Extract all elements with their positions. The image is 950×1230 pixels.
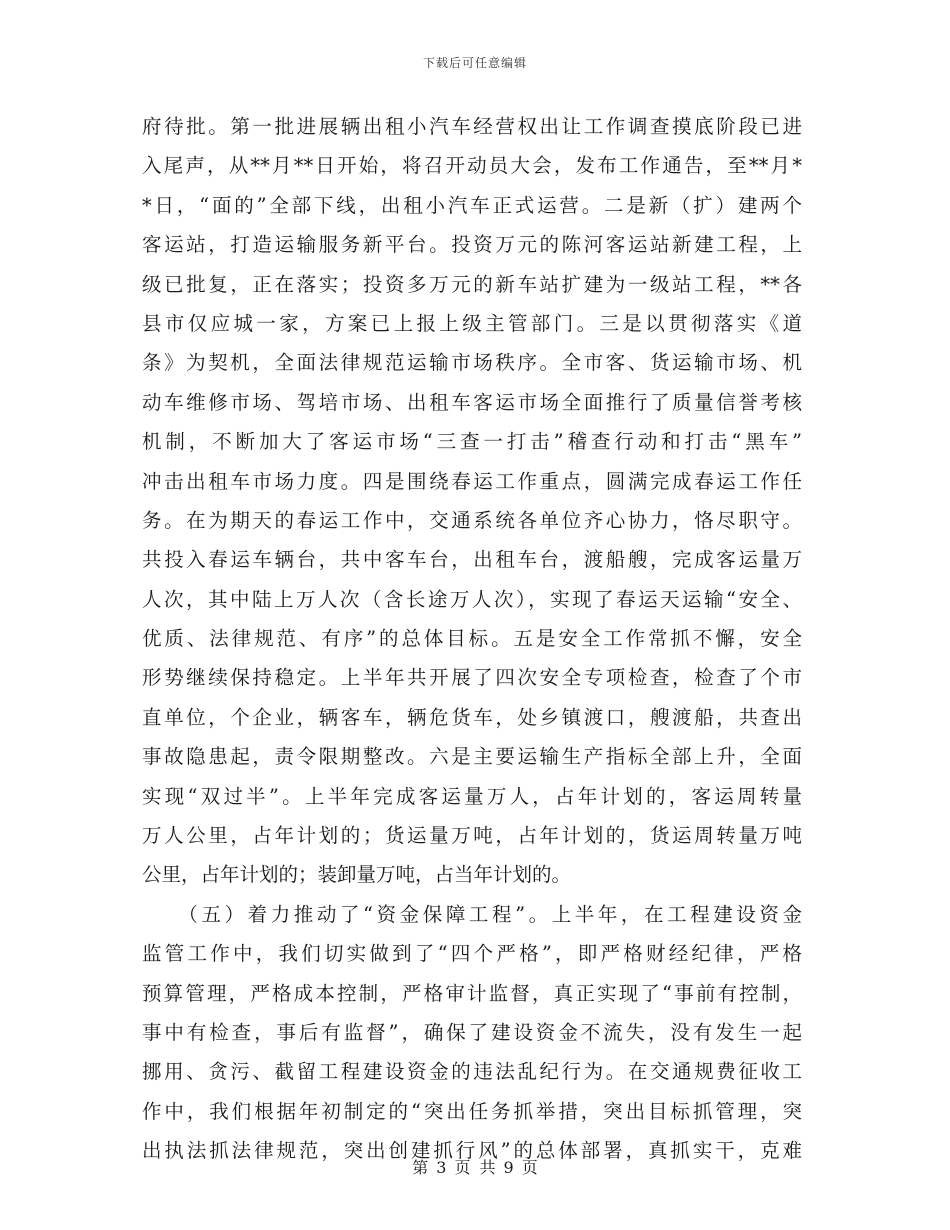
text-line: 机制，不断加大了客运市场“三查一打击”稽查行动和打击“黑车”	[142, 430, 802, 454]
total-pages: 9	[503, 1158, 514, 1177]
text-line: 县市仅应城一家，方案已上报上级主管部门。三是以贯彻落实《道	[142, 311, 802, 335]
text-line: 监管工作中，我们切实做到了“四个严格”，即严格财经纪律，严格	[142, 942, 802, 966]
text-line: 入尾声，从**月**日开始，将召开动员大会，发布工作通告，至**月*	[142, 154, 802, 178]
text-line: 优质、法律规范、有序”的总体目标。五是安全工作常抓不懈，安全	[142, 627, 802, 651]
text-line: 客运站，打造运输服务新平台。投资万元的陈河客运站新建工程，上	[142, 233, 802, 257]
page-label-suffix: 页	[521, 1158, 538, 1177]
page-header: 下载后可任意编辑	[422, 56, 527, 70]
text-line: 条》为契机，全面法律规范运输市场秩序。全市客、货运输市场、机	[142, 351, 802, 375]
text-line: 级已批复，正在落实；投资多万元的新车站扩建为一级站工程，**各	[142, 272, 802, 296]
text-line: 形势继续保持稳定。上半年共开展了四次安全专项检查，检查了个市	[142, 666, 802, 690]
page-footer	[0, 1155, 950, 1178]
text-line: 事故隐患起，责令限期整改。六是主要运输生产指标全部上升，全面	[142, 745, 802, 769]
text-line: 公里，占年计划的；装卸量万吨，占当年计划的。	[142, 863, 572, 887]
text-line: 出执法抓法律规范，突出创建抓行风”的总体部署，真抓实干，克难	[142, 1139, 802, 1163]
text-line: 人次，其中陆上万人次（含长途万人次），实现了春运天运输“安全、	[142, 587, 802, 611]
text-line: 冲击出租车市场力度。四是围绕春运工作重点，圆满完成春运工作任	[142, 469, 802, 493]
text-line: 动车维修市场、驾培市场、出租车客运市场全面推行了质量信誉考核	[142, 390, 802, 414]
text-line: 务。在为期天的春运工作中，交通系统各单位齐心协力，恪尽职守。	[142, 508, 802, 532]
text-line: （五）着力推动了“资金保障工程”。上半年，在工程建设资金	[142, 902, 802, 926]
text-line: 事中有检查，事后有监督”，确保了建设资金不流失，没有发生一起	[142, 1020, 802, 1044]
text-line: 直单位，个企业，辆客车，辆危货车，处乡镇渡口，艘渡船，共查出	[142, 705, 802, 729]
page-label-prefix: 第	[412, 1158, 429, 1177]
text-line: 共投入春运车辆台，共中客车台，出租车台，渡船艘，完成客运量万	[142, 548, 802, 572]
text-line: 实现“双过半”。上半年完成客运量万人，占年计划的，客运周转量	[142, 784, 802, 808]
text-line: *日，“面的”全部下线，出租小汽车正式运营。二是新（扩）建两个	[142, 193, 802, 217]
document-body	[142, 107, 802, 1171]
text-line: 府待批。第一批进展辆出租小汽车经营权出让工作调查摸底阶段已进	[142, 115, 802, 138]
page-label-mid: 页 共	[454, 1158, 496, 1177]
page-number: 3	[436, 1158, 447, 1177]
text-line: 挪用、贪污、截留工程建设资金的违法乱纪行为。在交通规费征收工	[142, 1060, 802, 1084]
text-line: 作中，我们根据年初制定的“突出任务抓举措，突出目标抓管理，突	[142, 1099, 802, 1123]
text-line: 预算管理，严格成本控制，严格审计监督，真正实现了“事前有控制，	[142, 981, 802, 1005]
text-line: 万人公里，占年计划的；货运量万吨，占年计划的，货运周转量万吨	[142, 824, 802, 848]
